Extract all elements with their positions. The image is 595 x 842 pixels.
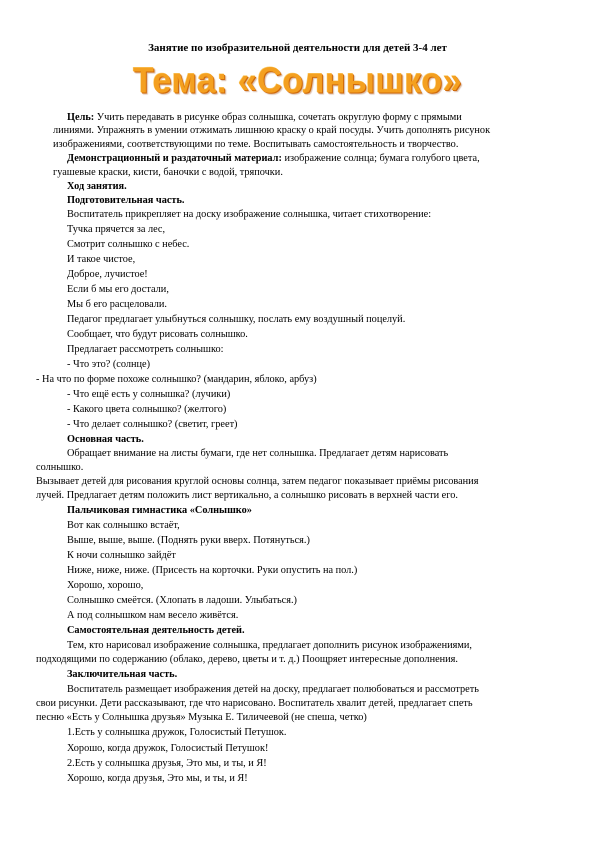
self-heading: Самостоятельная деятельность детей. [67, 625, 245, 636]
prep-heading: Подготовительная часть. [67, 195, 185, 206]
goal-text-1: Учить передавать в рисунке образ солнышка, сочетать округлую форму с прямыми [94, 112, 462, 123]
finger-line: Выше, выше, выше. (Поднять руки вверх. Потянуться.) [67, 535, 310, 546]
poem-line: Смотрит солнышко с небес. [67, 239, 190, 250]
main-heading: Основная часть. [67, 434, 144, 445]
song-line: 1.Есть у солнышка дружок, Голосистый Петушок. [67, 727, 287, 738]
goal-line-2: линиями. Упражнять в умении отжимать лишнюю краску о край посуды. Учить дополнять рисунок [53, 125, 491, 136]
material-text-1: изображение солнца; бумага голубого цвета, [281, 153, 480, 164]
prep-line: Педагог предлагает улыбнуться солнышку, послать ему воздушный поцелуй. [67, 314, 406, 325]
poem-line: И такое чистое, [67, 254, 136, 265]
finger-heading: Пальчиковая гимнастика «Солнышко» [67, 505, 252, 516]
final-paragraph-a: Воспитатель размещает изображения детей на доску, предлагает полюбоваться и рассмотреть [67, 684, 479, 695]
goal-label: Цель: [67, 112, 95, 123]
prep-question: - Какого цвета солнышко? (желтого) [67, 404, 227, 415]
prep-question-outdent: - На что по форме похоже солнышко? (мандарин, яблоко, арбуз) [36, 374, 317, 385]
material-line-1 [67, 152, 480, 165]
poem-line: Мы б его расцеловали. [67, 299, 167, 310]
song-line: Хорошо, когда дружок, Голосистый Петушок! [67, 743, 269, 754]
song-line: Хорошо, когда друзья, Это мы, и ты, и Я! [67, 773, 248, 784]
finger-line: А под солнышком нам весело живётся. [67, 610, 239, 621]
final-paragraph-c: песню «Есть у Солнышка друзья» Музыка Е. Тиличеевой (не спеша, четко) [36, 712, 367, 723]
theme-title: Тема: «Солнышко» [132, 61, 463, 101]
prep-line: Предлагает рассмотреть солнышко: [67, 344, 224, 355]
goal-line-1 [67, 111, 528, 124]
poem-line: Тучка прячется за лес, [67, 224, 166, 235]
material-label: Демонстрационный и раздаточный материал: [67, 153, 282, 164]
self-paragraph-a: Тем, кто нарисовал изображение солнышка, предлагает дополнить рисунок изображениями, [67, 640, 472, 651]
finger-line: Ниже, ниже, ниже. (Присесть на корточки. Руки опустить на пол.) [67, 565, 358, 576]
self-paragraph-b: подходящими по содержанию (облако, дерево, цветы и т. д.) Поощряет интересные дополнения. [36, 654, 458, 665]
prep-intro: Воспитатель прикрепляет на доску изображение солнышка, читает стихотворение: [67, 209, 432, 220]
material-line-2: гуашевые краски, кисти, баночки с водой, тряпочки. [53, 167, 283, 178]
prep-line: Сообщает, что будут рисовать солнышко. [67, 329, 248, 340]
finger-line: К ночи солнышко зайдёт [67, 550, 176, 561]
prep-line: - Что это? (солнце) [67, 359, 151, 370]
main-paragraph-2a: Вызывает детей для рисования круглой основы солнца, затем педагог показывает приёмы рисования [36, 476, 479, 487]
song-line: 2.Есть у солнышка друзья, Это мы, и ты, и Я! [67, 758, 267, 769]
main-paragraph-1a: Обращает внимание на листы бумаги, где нет солнышка. Предлагает детям нарисовать [67, 448, 449, 459]
final-heading: Заключительная часть. [67, 669, 178, 680]
prep-question: - Что ещё есть у солнышка? (лучики) [67, 389, 231, 400]
main-paragraph-1b: солнышко. [36, 462, 84, 473]
main-paragraph-2b: лучей. Предлагает детям положить лист вертикально, а солнышко рисовать в верхней части его. [36, 490, 458, 501]
document-header: Занятие по изобразительной деятельности для детей 3-4 лет [148, 42, 447, 54]
final-paragraph-b: свои рисунки. Дети рассказывают, где что нарисовано. Воспитатель хвалит детей, предлагает спеть [36, 698, 473, 709]
lesson-heading: Ход занятия. [67, 181, 127, 192]
poem-line: Если б мы его достали, [67, 284, 169, 295]
finger-line: Вот как солнышко встаёт, [67, 520, 180, 531]
poem-line: Доброе, лучистое! [67, 269, 148, 280]
goal-line-3: изображениями, соответствующими по теме. Воспитывать самостоятельность и творчество. [53, 139, 459, 150]
finger-line: Солнышко смеётся. (Хлопать в ладоши. Улыбаться.) [67, 595, 297, 606]
finger-line: Хорошо, хорошо, [67, 580, 144, 591]
prep-question: - Что делает солнышко? (светит, греет) [67, 419, 238, 430]
